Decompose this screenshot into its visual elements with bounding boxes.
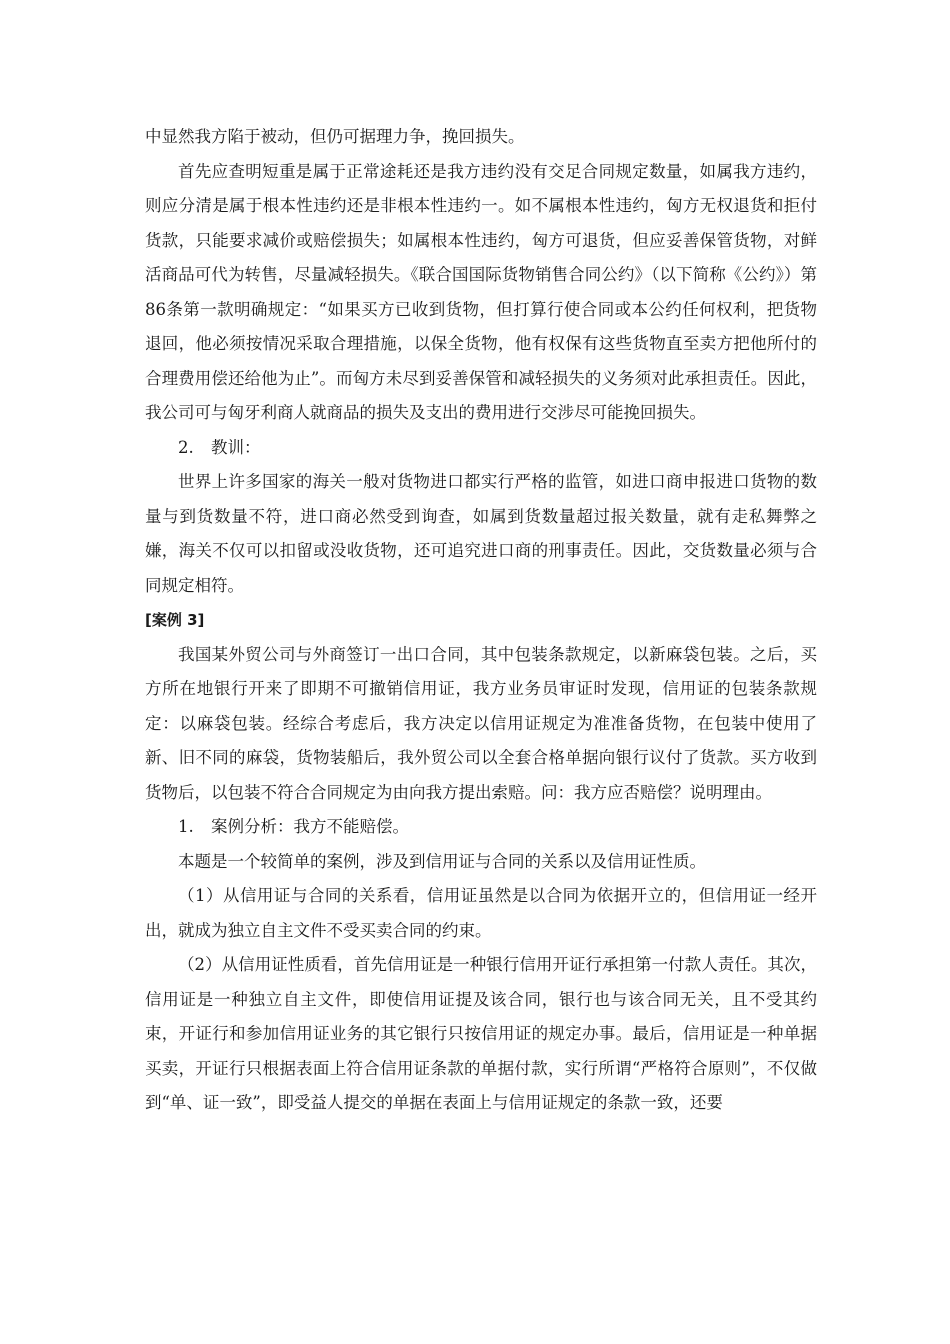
document-body: [145, 120, 834, 1121]
list-text: 案例分析：我方不能赔偿。: [211, 817, 409, 836]
paragraph-intro: 本题是一个较简单的案例，涉及到信用证与合同的关系以及信用证性质。: [178, 851, 706, 871]
list-item-case-analysis: [145, 810, 817, 845]
paragraph-point-1: （1）从信用证与合同的关系看，信用证虽然是以合同为依据开立的，但信用证一经开出，就成为独立自主文件不受买卖合同的约束。: [145, 886, 817, 940]
list-number: 1.: [178, 817, 194, 836]
list-text: 教训：: [211, 437, 261, 457]
paragraph-analysis: 首先应查明短重是属于正常途耗还是我方违约没有交足合同规定数量，如属我方违约，则应分清是属于根本性违约还是非根本性违约一。如不属根本性违约，匈方无权退货和拒付货款，只能要求减价或赔偿损失；如属根本性违约，匈方可退货，但应妥善保管货物，对鲜活商品可代为转售，尽量减轻损失。《联合国国际货物销售合同公约》（以下简称《公约》）第 86条第一款明确规定：“如果买方已收到货物，但打算行使合同或本公约任何权利，把货物退回，他必须按情况采取合理措施，以保全货物，他有权保有这些货物直至卖方把他所付的合理费用偿还给他为止”。而匈方未尽到妥善保管和减轻损失的义务须对此承担责任。因此，我公司可与匈牙利商人就商品的损失及支出的费用进行交涉尽可能挽回损失。: [145, 161, 834, 422]
case-heading: [案例 3]: [145, 611, 205, 629]
list-item-lesson: [145, 431, 817, 466]
list-number: 2.: [178, 437, 194, 457]
paragraph-continuation: 中显然我方陷于被动，但仍可据理力争，挽回损失。: [145, 127, 525, 146]
paragraph-lesson: 世界上许多国家的海关一般对货物进口都实行严格的监管，如进口商申报进口货物的数量与到货数量不符，进口商必然受到询查，如属到货数量超过报关数量，就有走私舞弊之嫌，海关不仅可以扣留或没收货物，还可追究进口商的刑事责任。因此，交货数量必须与合同规定相符。: [145, 472, 817, 595]
paragraph-case-description: 我国某外贸公司与外商签订一出口合同，其中包装条款规定，以新麻袋包装。之后，买方所在地银行开来了即期不可撤销信用证，我方业务员审证时发现，信用证的包装条款规定：以麻袋包装。经综合考虑后，我方决定以信用证规定为准准备货物，在包装中使用了新、旧不同的麻袋，货物装船后，我外贸公司以全套合格单据向银行议付了货款。买方收到货物后，以包装不符合合同规定为由向我方提出索赔。问：我方应否赔偿？说明理由。: [145, 644, 817, 802]
paragraph-point-2: （2）从信用证性质看，首先信用证是一种银行信用开证行承担第一付款人责任。其次，信用证是一种独立自主文件，即使信用证提及该合同，银行也与该合同无关，且不受其约束，开证行和参加信用证业务的其它银行只按信用证的规定办事。最后，信用证是一种单据买卖，开证行只根据表面上符合信用证条款的单据付款，实行所谓“严格符合原则”，不仅做到“单、证一致”，即受益人提交的单据在表面上与信用证规定的条款一致，还要: [145, 955, 817, 1112]
